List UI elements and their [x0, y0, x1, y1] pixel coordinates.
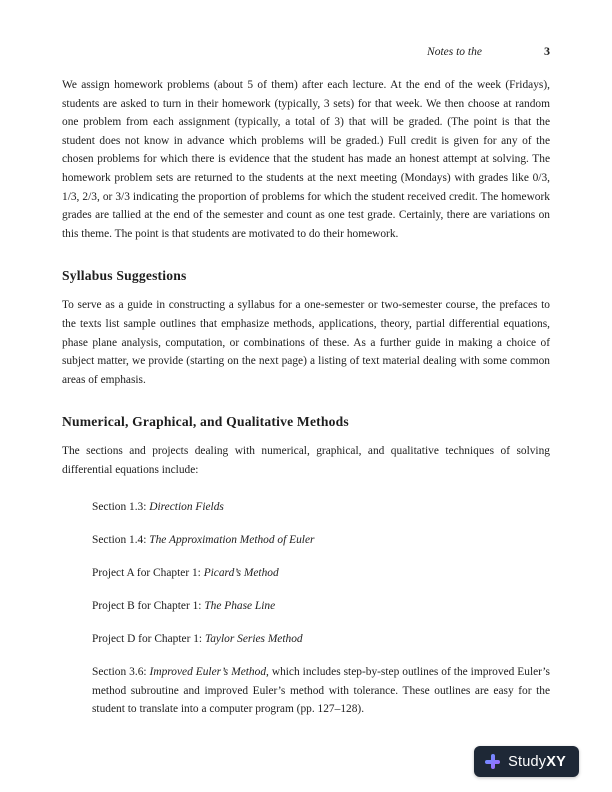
plus-icon — [485, 754, 500, 769]
list-item — [92, 564, 550, 583]
list-item — [92, 498, 550, 517]
list-item-title: The Approximation Method of Euler — [149, 533, 315, 546]
list-item-title: Improved Euler’s Method — [149, 665, 267, 678]
page-header — [62, 44, 550, 59]
list-item — [92, 597, 550, 616]
list-item-label: Section 3.6: — [92, 665, 147, 678]
studyxy-watermark — [474, 746, 579, 777]
list-item — [92, 663, 550, 719]
list-item-label: Project D for Chapter 1: — [92, 632, 203, 645]
running-title: Notes to the — [427, 46, 482, 58]
reference-list — [62, 498, 550, 719]
section-heading-syllabus-suggestions: Syllabus Suggestions — [62, 268, 187, 284]
intro-paragraph: We assign homework problems (about 5 of them) after each lecture. At the end of the week (Fridays), students are asked to turn in their homework (typically, 3 sets) for that week. We then choose at random one problem from each assignment (typically, a total of 3) that will be graded. (The point is that the student does not know in advance which problems will be graded.) Full credit is given for any of the chosen problems for which there is evidence that the student has made an honest attempt at solving. The homework problem sets are returned to the students at the next meeting (Mondays) with grades like 0/3, 1/3, 2/3, or 3/3 indicating the proportion of problems for which the student received credit. The homework grades are tallied at the end of the semester and count as one test grade. Certainly, there are variations on this theme. The point is that students are motivated to do their homework. — [62, 79, 550, 240]
studyxy-brand-text — [508, 754, 566, 770]
list-item-title: Taylor Series Method — [204, 632, 303, 645]
brand-text-regular: Study — [508, 753, 547, 770]
list-item-label: Section 1.4: — [92, 533, 147, 546]
list-item-title: Direction Fields — [149, 500, 224, 513]
page-number: 3 — [544, 44, 550, 58]
list-item-rest: , which includes step-by-step outlines of the improved Euler’s method subroutine and improved Euler’s method with tolerance. These outlines are easy for the student to translate into a computer program (pp. 127–128). — [92, 665, 550, 716]
list-item-label: Project B for Chapter 1: — [92, 599, 202, 612]
list-item-label: Project A for Chapter 1: — [92, 566, 201, 579]
list-item-label: Section 1.3: — [92, 500, 147, 513]
numerical-paragraph: The sections and projects dealing with numerical, graphical, and qualitative techniques of solving differential equations include: — [62, 445, 550, 476]
list-item-title: Picard’s Method — [203, 566, 279, 579]
list-item-title: The Phase Line — [204, 599, 276, 612]
list-item — [92, 630, 550, 649]
section-heading-numerical-methods: Numerical, Graphical, and Qualitative Methods — [62, 414, 349, 430]
syllabus-paragraph: To serve as a guide in constructing a syllabus for a one-semester or two-semester course, the prefaces to the texts list sample outlines that emphasize methods, applications, theory, partial differential equations, phase plane analysis, computation, or combinations of these. As a further guide in making a choice of subject matter, we provide (starting on the next page) a listing of text material dealing with some common areas of emphasis. — [62, 299, 550, 386]
list-item — [92, 531, 550, 550]
brand-text-bold: XY — [546, 753, 566, 770]
